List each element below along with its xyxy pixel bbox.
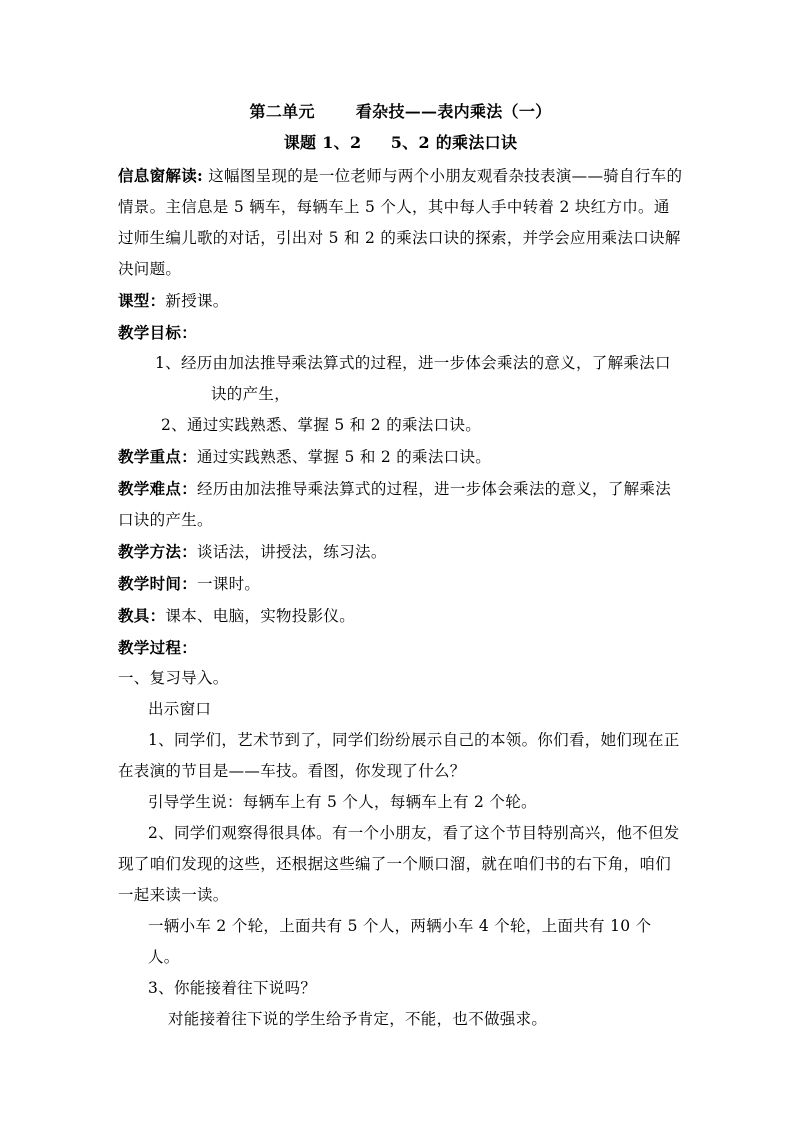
goal-1-line-1: 1、经历由加法推导乘法算式的过程，进一步体会乘法的意义，了解乘法口: [155, 354, 671, 372]
tools-text: 课本、电脑，实物投影仪。: [165, 607, 356, 625]
time-text: 一课时。: [197, 575, 261, 593]
key-point-label: 教学重点：: [118, 447, 198, 466]
show-window-line: 出示窗口: [148, 700, 212, 718]
info-window-text: 这幅图呈现的是一位老师与两个小朋友观看杂技表演——骑自行车的情景。主信息是 5 辆车，每辆车上 5 个人，其中每人手中转着 2 块红方巾。通过师生编儿歌的对话，引出对 5 和 2 的乘法口诀的探索，并学会应用乘法口诀解决问题。: [118, 167, 683, 278]
process-paragraph-1: 1、同学们，艺术节到了，同学们纷纷展示自己的本领。你们看，她们现在正在表演的节目是——车技。看图，你发现了什么？: [118, 731, 680, 780]
key-point-text: 通过实践熟悉、掌握 5 和 2 的乘法口诀。: [197, 448, 492, 466]
goal-1-line-2: 诀的产生，: [211, 385, 291, 403]
method-label: 教学方法：: [118, 542, 198, 561]
info-window-paragraph: [118, 160, 683, 285]
process-paragraph-2: 引导学生说：每辆车上有 5 个人，每辆车上有 2 个轮。: [148, 793, 537, 811]
info-window-label: 信息窗解读:: [118, 166, 204, 185]
tools-label: 教具：: [118, 606, 166, 625]
tools-line: [118, 600, 683, 632]
difficulty-line: [118, 473, 683, 536]
process-label: 教学过程：: [118, 638, 198, 657]
lesson-subtitle: 课题 1、2 5、2 的乘法口诀: [283, 133, 518, 152]
teaching-goals-label: 教学目标：: [118, 323, 198, 342]
process-paragraph-6: 对能接着往下说的学生给予肯定，不能，也不做强求。: [168, 1010, 548, 1028]
time-line: [118, 568, 683, 600]
lesson-type-label: 课型：: [118, 291, 166, 310]
method-text: 谈话法，讲授法，练习法。: [197, 543, 387, 561]
key-point-line: [118, 441, 683, 473]
section-1-heading: 一、复习导入。: [118, 669, 229, 687]
lesson-type-line: [118, 285, 683, 317]
difficulty-label: 教学难点：: [118, 479, 198, 498]
process-paragraph-3: 2、同学们观察得很具体。有一个小朋友，看了这个节目特别高兴，他不但发现了咱们发现的这些，还根据这些编了一个顺口溜，就在咱们书的右下角，咱们一起来读一读。: [118, 824, 680, 904]
unit-title: 第二单元 看杂技——表内乘法（一）: [249, 102, 552, 121]
difficulty-text: 经历由加法推导乘法算式的过程，进一步体会乘法的意义，了解乘法口诀的产生。: [118, 480, 672, 529]
document-page: [118, 96, 683, 1035]
process-paragraph-5: 3、你能接着往下说吗？: [148, 979, 317, 997]
method-line: [118, 536, 683, 568]
time-label: 教学时间：: [118, 574, 198, 593]
process-paragraph-4: 一辆小车 2 个轮，上面共有 5 个人，两辆小车 4 个轮，上面共有 10 个人。: [148, 917, 652, 966]
lesson-type-text: 新授课。: [165, 292, 229, 310]
goal-2: 2、通过实践熟悉、掌握 5 和 2 的乘法口诀。: [161, 416, 481, 434]
